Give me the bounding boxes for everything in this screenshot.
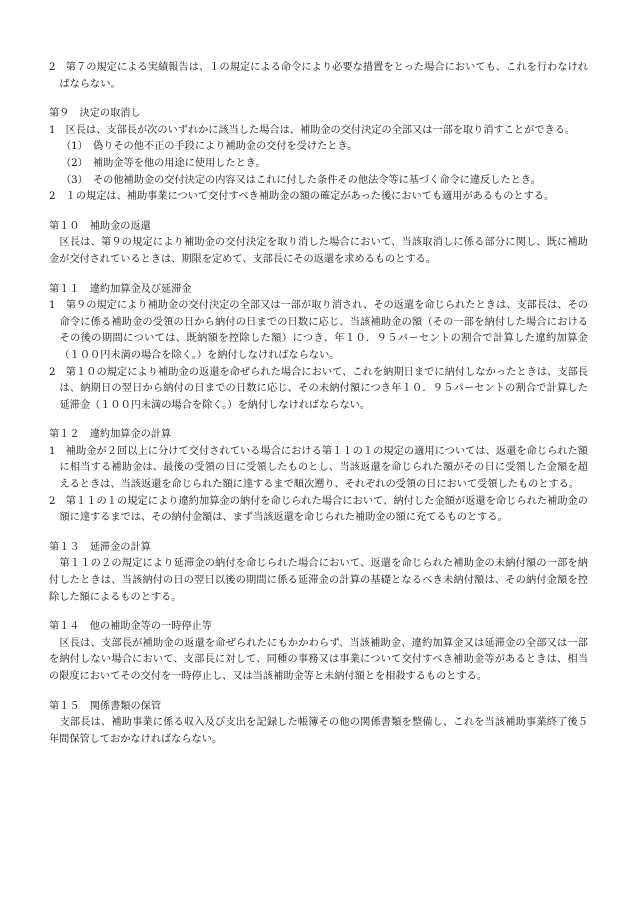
s14-heading: 第１４ 他の補助金等の一時停止等 [49,621,212,633]
s11-heading: 第１１ 違約加算金及び延滞金 [49,283,192,295]
s9-paragraph-1: 1 区長は、支部長が次のいずれかに該当した場合は、補助金の交付決定の全部又は一部を取り消すことができる。 [49,124,576,136]
s12-paragraph-1: 1 補助金が２回以上に分けて交付されている場合における第１１の１の規定の適用については、返還を命じられた額に相当する補助金は、最後の受領の日に受領したものとし、当該返還を命じられた額がその日に受領した金額を超えるときは、当該返還を命じられた額に達するまで順次遡り、それぞれの受領の日において受領したものとする。 [49,445,588,491]
s9-item-1: （1） 偽りその他不正の手段により補助金の交付を受けたとき。 [61,141,358,153]
s9-item-3: （3） その他補助金の交付決定の内容又はこれに付した条件その他法令等に基づく命令に違反したとき。 [61,174,541,186]
s11-paragraph-2: 2 第１０の規定により補助金の返還を命ぜられた場合において、これを納期日までに納付しなかったときは、支部長は、納期日の翌日から納付の日までの日数に応じ、その未納付額につき年１０．９５パーセントの割合で計算した延滞金（１００円未満の場合を除く。）を納付しなければならない。 [49,366,588,411]
s13-heading: 第１３ 延滞金の計算 [49,541,151,553]
s10-heading: 第１０ 補助金の返還 [49,220,151,232]
s14-paragraph-1: 区長は、支部長が補助金の返還を命ぜられたにもかかわらず、当該補助金、違約加算金又は延滞金の全部又は一部を納付しない場合において、支部長に対して、同種の事務又は事業について交付すべき補助金等があるときは、相当の限度においてその交付を一時停止し、又は当該補助金等と未納付額とを相殺するものとする。 [49,637,588,682]
s9-item-2: （2） 補助金等を他の用途に使用したとき。 [61,157,266,169]
s8-paragraph-2: 2 第７の規定による実績報告は、１の規定による命令により必要な措置をとった場合においても、これを行わなければならない。 [49,62,588,90]
s15-paragraph-1: 支部長は、補助事業に係る収入及び支出を記録した帳簿その他の関係書類を整備し、これを当該補助事業終了後５年間保管しておかなければならない。 [49,717,588,745]
s15-heading: 第１５ 関係書類の保管 [49,700,162,712]
s10-paragraph-1: 区長は、第９の規定により補助金の交付決定を取り消した場合において、当該取消しに係る部分に関し、既に補助金が交付されているときは、期限を定めて、支部長にその返還を求めるものとする。 [49,237,588,265]
s9-heading: 第９ 決定の取消し [49,108,141,120]
s12-heading: 第１２ 違約加算金の計算 [49,429,172,441]
s12-paragraph-2: 2 第１１の１の規定により違約加算金の納付を命じられた場合において、納付した金額が返還を命じられた補助金の額に達するまでは、その納付金額は、まず当該返還を命じられた補助金の額に充てるものとする。 [49,495,588,524]
s13-paragraph-1: 第１１の２の規定により延滞金の納付を命じられた場合において、返還を命じられた補助金の未納付額の一部を納付したときは、当該納付の日の翌日以後の期間に係る延滞金の計算の基礎となるべき未納付額は、その納付金額を控除した額によるものとする。 [49,558,588,603]
s11-paragraph-1: 1 第９の規定により補助金の交付決定の全部又は一部が取り消され、その返還を命じられたときは、支部長は、その命令に係る補助金の受領の日から納付の日までの日数に応じ、当該補助金の額（その一部を納付した場合におけるその後の期間については、既納額を控除した額）につき、年１０．９５パーセントの割合で計算した違約加算金（１００円未満の場合を除く。）を納付しなければならない。 [49,300,588,361]
s9-paragraph-2: 2 １の規定は、補助事業について交付すべき補助金の額の確定があった後においても適用があるものとする。 [49,191,555,203]
